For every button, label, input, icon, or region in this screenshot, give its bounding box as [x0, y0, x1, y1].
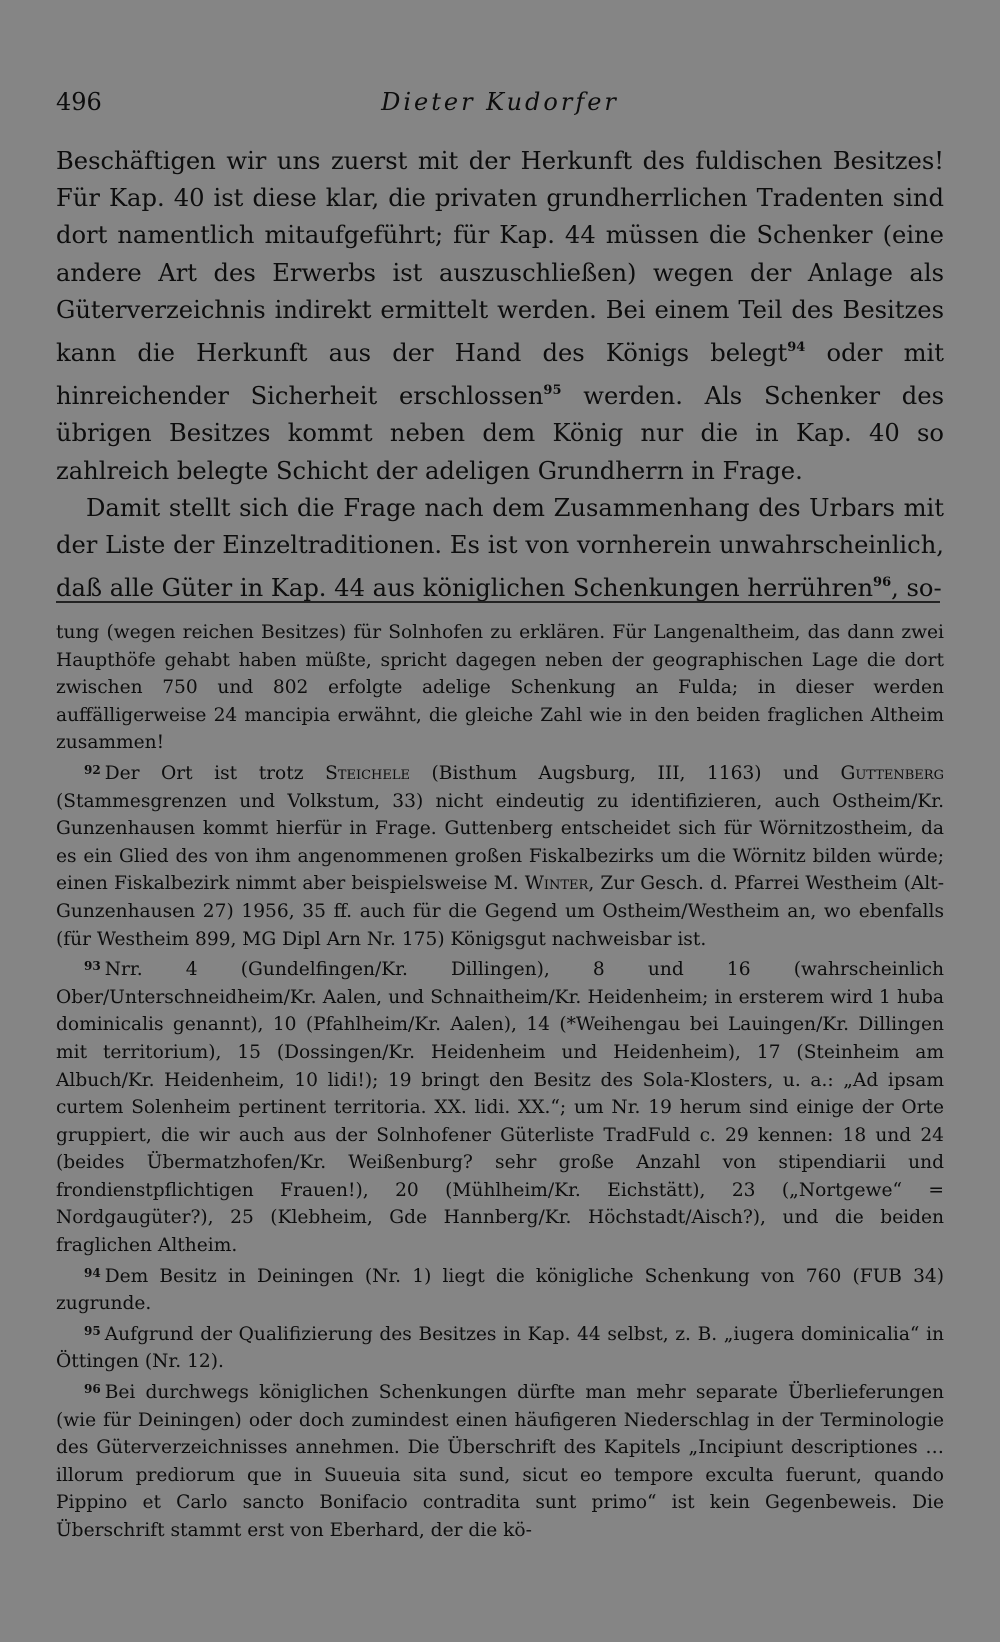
- footnote-ref-96: 96: [873, 575, 892, 591]
- paragraph-1-text-a: Beschäftigen wir uns zuerst mit der Herkunft des fuldischen Besitzes! Für Kap. 40 ist diese klar, die privaten grundherrlichen Tradenten sind dort namentlich mitaufgeführt; für Kap. 44 müssen die Schenker (eine andere Art des Erwerbs ist auszuschließen) wegen der Anlage als Güterverzeichnis indirekt ermittelt werden. Bei einem Teil des Besitzes kann die Herkunft aus der Hand des Königs belegt: [56, 147, 944, 368]
- footnote-93: [56, 953, 944, 1260]
- footnote-number: 94: [84, 1265, 101, 1280]
- paragraph-1: [56, 143, 944, 490]
- footnote-94-text: Dem Besitz in Deiningen (Nr. 1) liegt die königliche Schenkung von 760 (FUB 34) zugrunde.: [56, 1265, 944, 1315]
- footnote-96: [56, 1376, 944, 1545]
- footnote-95-text: Aufgrund der Qualifizierung des Besitzes in Kap. 44 selbst, z. B. „iugera dominicalia“ in Öttingen (Nr. 12).: [56, 1323, 944, 1373]
- paragraph-1-text-c: werden. Als Schenker des übrigen Besitzes kommt neben dem König nur die in Kap. 40 so zahlreich belegte Schicht der adeligen Grundherrn in Frage.: [56, 382, 945, 485]
- footnote-92: [56, 757, 944, 953]
- paragraph-2-text-a: Damit stellt sich die Frage nach dem Zusammenhang des Urbars mit der Liste der Einzeltraditionen. Es ist von vornherein unwahrscheinlich, daß alle Güter in Kap. 44 aus königlichen Schenkungen herrühren: [56, 493, 944, 603]
- footnote-92-text-d: , Zur Gesch. d. Pfarrei Westheim (Alt-Gunzenhausen 27) 1956, 35 ff. auch für die Gegend um Ostheim/Westheim an, wo ebenfalls (für Westheim 899, MG Dipl Arn Nr. 175) Königsgut nachweisbar ist.: [56, 873, 944, 950]
- footnote-92-text-c: (Stammesgrenzen und Volkstum, 33) nicht eindeutig zu identifizieren, auch Ostheim/Kr. Gunzenhausen kommt hierfür in Frage. Guttenberg entscheidet sich für Wörnitzostheim, da es ein Glied des von ihm angenommenen großen Fiskalbezirks um die Wörnitz bilden würde; einen Fiskalbezirk nimmt aber beispielsweise M.: [56, 790, 944, 895]
- footnote-ref-94: 94: [787, 340, 806, 356]
- footnote-number: 92: [84, 762, 101, 777]
- footnote-continuation: tung (wegen reichen Besitzes) für Solnhofen zu erklären. Für Langenaltheim, das dann zwei Haupthöfe gehabt haben müßte, spricht dagegen neben der geographischen Lage die dort zwischen 750 und 802 erfolgte adelige Schenkung an Fulda; in dieser werden auffälligerweise 24 mancipia erwähnt, die gleiche Zahl wie in den beiden fraglichen Altheim zusammen!: [56, 622, 944, 754]
- author-steichele: Steichele: [325, 762, 410, 784]
- footnote-92-text-b: (Bisthum Augsburg, III, 1163) und: [410, 762, 841, 784]
- footnote-93-text: Nrr. 4 (Gundelfingen/Kr. Dillingen), 8 und 16 (wahrscheinlich Ober/Unterschneidheim/Kr. Aalen, und Schnaitheim/Kr. Heidenheim; in ersterem wird 1 huba dominicalis genannt), 10 (Pfahlheim/Kr. Aalen), 14 (*Weihengau bei Lauingen/Kr. Dillingen mit territorium), 15 (Dossingen/Kr. Heidenheim und Heidenheim), 17 (Steinheim am Albuch/Kr. Heidenheim, 10 lidi!); 19 bringt den Besitz des Sola-Klosters, u. a.: „Ad ipsam curtem Solenheim pertinent territoria. XX. lidi. XX.“; um Nr. 19 herum sind einige der Orte gruppiert, die wir auch aus der Solnhofener Güterliste TradFuld c. 29 kennen: 18 und 24 (beides Übermatzhofen/Kr. Weißenburg? sehr große Anzahl von stipendiarii und frondienstpflichtigen Frauen!), 20 (Mühlheim/Kr. Eichstätt), 23 („Nortgewe“ = Nordgaugüter?), 25 (Klebheim, Gde Hannberg/Kr. Höchstadt/Aisch?), und die beiden fraglichen Altheim.: [56, 959, 944, 1257]
- footnote-number: 96: [84, 1382, 101, 1397]
- footnote-divider: [56, 601, 940, 603]
- footnote-92-text-a: Der Ort ist trotz: [104, 762, 326, 784]
- footnote-number: 95: [84, 1323, 101, 1338]
- footnote-95: [56, 1318, 944, 1376]
- footnote-96-text: Bei durchwegs königlichen Schenkungen dürfte man mehr separate Überlieferungen (wie für Deiningen) oder doch zumindest einen häufigeren Niederschlag in der Terminologie des Güterverzeichnisses annehmen. Die Überschrift des Kapitels „Incipiunt descriptiones … illorum prediorum que in Suueuia sita sund, sicut eo tempore exculta fuerunt, quando Pippino et Carlo sancto Bonifacio contradita sunt primo“ ist kein Gegenbeweis. Die Überschrift stammt erst von Eberhard, der die kö-: [56, 1382, 944, 1541]
- page-header: [56, 88, 944, 118]
- paragraph-2-text-b: , so-: [891, 574, 942, 603]
- paragraph-1-text-b: oder mit hinreichender Sicherheit erschlossen: [56, 339, 944, 411]
- main-text: [56, 143, 944, 607]
- author-guttenberg: Guttenberg: [840, 762, 944, 784]
- footnote-94: [56, 1260, 944, 1318]
- running-title: Dieter Kudorfer: [381, 88, 619, 116]
- page-number: 496: [56, 88, 102, 116]
- paragraph-2: [56, 490, 944, 608]
- footnotes: [56, 619, 944, 1545]
- author-winter: Winter: [524, 873, 589, 895]
- footnote-ref-95: 95: [543, 383, 562, 399]
- footnote-number: 93: [84, 959, 101, 974]
